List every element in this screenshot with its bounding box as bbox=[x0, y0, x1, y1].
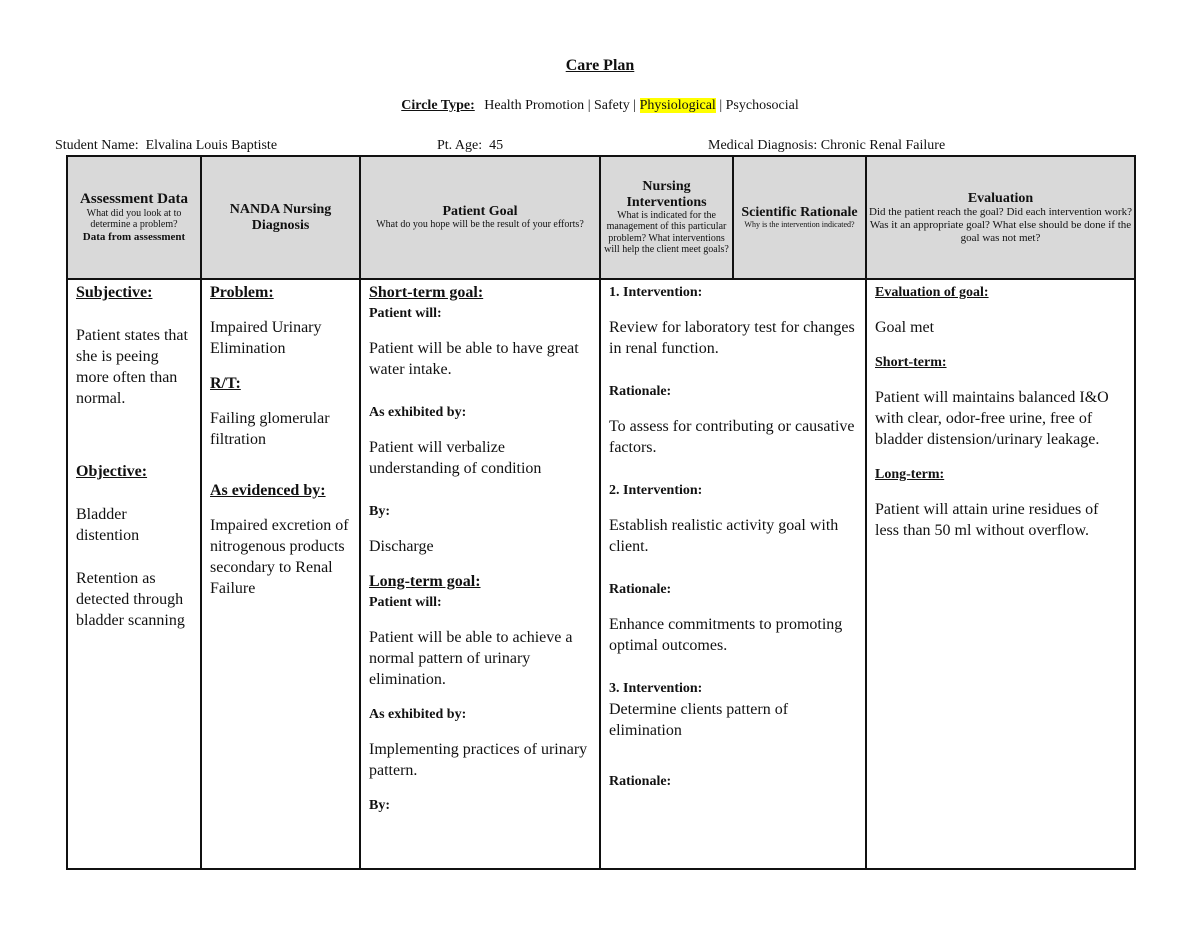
medical-diagnosis-label: Medical Diagnosis: bbox=[708, 138, 818, 153]
patient-goal-cell bbox=[360, 279, 600, 869]
header-evaluation: Evaluation Did the patient reach the goal? Did each intervention work? Was it an appropriate goal? What else should be done if the goal was not met? bbox=[866, 156, 1135, 279]
medical-diagnosis-row bbox=[708, 138, 945, 154]
evaluation-cell bbox=[866, 279, 1135, 869]
by-label: By: bbox=[369, 798, 390, 813]
rationale-1-text: To assess for contributing or causative factors. bbox=[609, 418, 855, 456]
rationale-2-label: Rationale: bbox=[609, 582, 672, 597]
circle-type-label: Circle Type: bbox=[401, 98, 475, 113]
header-patient-goal: Patient Goal What do you hope will be the result of your efforts? bbox=[360, 156, 600, 279]
medical-diagnosis-value: Chronic Renal Failure bbox=[820, 138, 946, 153]
nanda-cell bbox=[201, 279, 360, 869]
long-term-eval-text: Patient will attain urine residues of less than 50 ml without overflow. bbox=[875, 501, 1099, 539]
separator: | bbox=[715, 98, 726, 113]
page-title: Care Plan bbox=[565, 57, 635, 74]
student-name-value: Elvalina Louis Baptiste bbox=[145, 138, 278, 153]
patient-age-row bbox=[437, 138, 503, 154]
patient-will-label: Patient will: bbox=[369, 595, 442, 610]
separator: | bbox=[584, 98, 594, 113]
goal-status: Goal met bbox=[875, 319, 935, 336]
objective-text: Bladder distention bbox=[76, 506, 140, 544]
circle-type-option: Health Promotion bbox=[484, 98, 585, 113]
short-term-goal-label: Short-term goal: bbox=[369, 284, 484, 301]
by-label: By: bbox=[369, 504, 390, 519]
header-scientific-rationale: Scientific Rationale Why is the intervention indicated? bbox=[733, 156, 866, 279]
student-name-row bbox=[55, 138, 277, 154]
header-nanda: NANDA Nursing Diagnosis bbox=[201, 156, 360, 279]
exhibited-by-text: Patient will verbalize understanding of condition bbox=[369, 439, 542, 477]
exhibited-by-label: As exhibited by: bbox=[369, 405, 467, 420]
patient-age-label: Pt. Age: bbox=[437, 138, 483, 153]
care-plan-table bbox=[66, 155, 1136, 870]
subjective-label: Subjective: bbox=[76, 284, 153, 301]
rationale-1-label: Rationale: bbox=[609, 384, 672, 399]
assessment-cell bbox=[67, 279, 201, 869]
evidenced-by-text: Impaired excretion of nitrogenous products secondary to Renal Failure bbox=[210, 517, 349, 597]
rationale-3-label: Rationale: bbox=[609, 774, 672, 789]
intervention-1-text: Review for laboratory test for changes in renal function. bbox=[609, 319, 855, 357]
table-body-row bbox=[67, 279, 1135, 869]
intervention-1-label: 1. Intervention: bbox=[609, 285, 703, 300]
short-term-eval-text: Patient will maintains balanced I&O with clear, odor-free urine, free of bladder distension/urinary leakage. bbox=[875, 389, 1109, 448]
intervention-2-label: 2. Intervention: bbox=[609, 483, 703, 498]
interventions-cell bbox=[600, 279, 866, 869]
separator: | bbox=[629, 98, 640, 113]
circle-type-row bbox=[0, 98, 1200, 114]
long-term-goal-text: Patient will be able to achieve a normal pattern of urinary elimination. bbox=[369, 629, 573, 688]
rt-label: R/T: bbox=[210, 375, 241, 392]
by-text: Discharge bbox=[369, 538, 434, 555]
circle-type-option: Safety bbox=[594, 98, 630, 113]
objective-label: Objective: bbox=[76, 463, 148, 480]
problem-text: Impaired Urinary Elimination bbox=[210, 319, 322, 357]
subjective-text: Patient states that she is peeing more often than normal. bbox=[76, 327, 188, 407]
rationale-2-text: Enhance commitments to promoting optimal outcomes. bbox=[609, 616, 843, 654]
exhibited-by-label: As exhibited by: bbox=[369, 707, 467, 722]
patient-age-value: 45 bbox=[489, 138, 504, 153]
patient-will-label: Patient will: bbox=[369, 306, 442, 321]
intervention-3-text: Determine clients pattern of elimination bbox=[609, 701, 789, 739]
intervention-2-text: Establish realistic activity goal with client. bbox=[609, 517, 839, 555]
intervention-3-label: 3. Intervention: bbox=[609, 681, 703, 696]
circle-type-option-selected: Physiological bbox=[639, 98, 716, 113]
short-term-eval-label: Short-term: bbox=[875, 355, 947, 370]
table-header-row bbox=[67, 156, 1135, 279]
short-term-goal-text: Patient will be able to have great water intake. bbox=[369, 340, 579, 378]
objective-text: Retention as detected through bladder scanning bbox=[76, 570, 185, 629]
exhibited-by-text: Implementing practices of urinary pattern. bbox=[369, 741, 588, 779]
header-nursing-interventions: Nursing Interventions What is indicated for the management of this particular problem? What interventions will help the client meet goals? bbox=[600, 156, 733, 279]
long-term-goal-label: Long-term goal: bbox=[369, 573, 481, 590]
student-name-label: Student Name: bbox=[55, 138, 139, 153]
evidenced-by-label: As evidenced by: bbox=[210, 482, 326, 499]
problem-label: Problem: bbox=[210, 284, 274, 301]
evaluation-of-goal-label: Evaluation of goal: bbox=[875, 285, 989, 300]
rt-text: Failing glomerular filtration bbox=[210, 410, 330, 448]
header-assessment: Assessment Data What did you look at to determine a problem? Data from assessment bbox=[67, 156, 201, 279]
long-term-eval-label: Long-term: bbox=[875, 467, 945, 482]
circle-type-option: Psychosocial bbox=[725, 98, 799, 113]
